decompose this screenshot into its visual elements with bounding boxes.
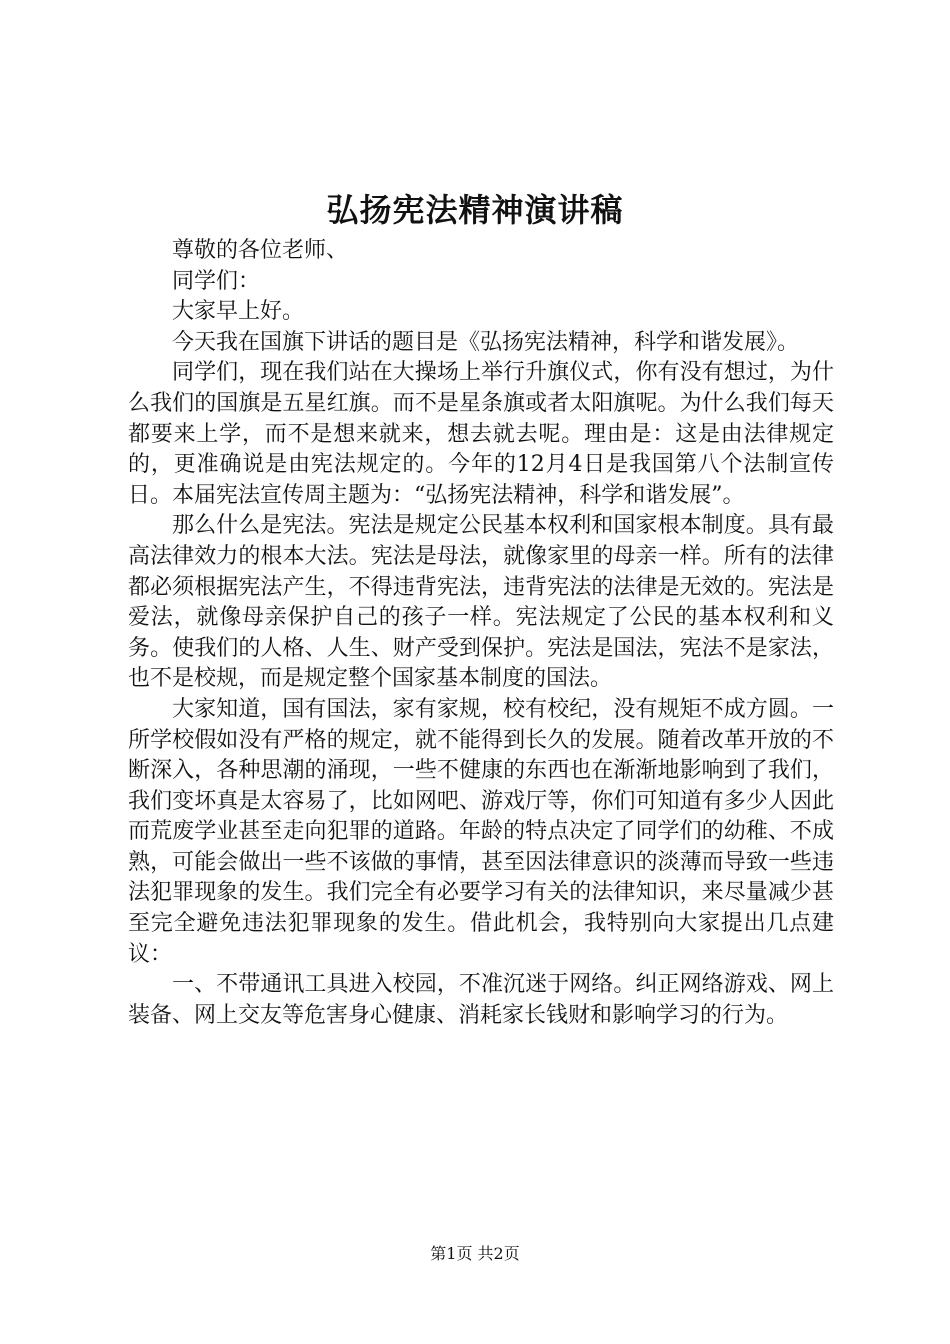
salutation-line-2: 同学们： bbox=[172, 268, 261, 294]
paragraph: 那么什么是宪法。宪法是规定公民基本权利和国家根本制度。具有最高法律效力的根本大法。宪法是母法，就像家里的母亲一样。所有的法律都必须根据宪法产生，不得违背宪法，违背宪法的法律是无效的。宪法是爱法，就像母亲保护自己的孩子一样。宪法规定了公民的基本权利和义务。使我们的人格、人生、财产受到保护。宪法是国法，宪法不是家法，也不是校规，而是规定整个国家基本制度的国法。 bbox=[128, 513, 834, 692]
greeting: 大家早上好。 bbox=[172, 299, 305, 325]
paragraph: 同学们，现在我们站在大操场上举行升旗仪式，你有没有想过，为什么我们的国旗是五星红旗。而不是星条旗或者太阳旗呢。为什么我们每天都要来上学，而不是想来就来，想去就去呢。理由是：这是由法律规定的，更准确说是由宪法规定的。今年的12月4日是我国第八个法制宣传日。本届宪法宣传周主题为：“弘扬宪法精神，科学和谐发展”。 bbox=[128, 360, 834, 508]
paragraph: 今天我在国旗下讲话的题目是《弘扬宪法精神，科学和谐发展》。 bbox=[172, 329, 800, 355]
document-body bbox=[128, 236, 834, 1031]
paragraph: 大家知道，国有国法，家有家规，校有校纪，没有规矩不成方圆。一所学校假如没有严格的规定，就不能得到长久的发展。随着改革开放的不断深入，各种思潮的涌现，一些不健康的东西也在渐渐地影响到了我们，我们变坏真是太容易了，比如网吧、游戏厅等，你们可知道有多少人因此而荒废学业甚至走向犯罪的道路。年龄的特点决定了同学们的幼稚、不成熟，可能会做出一些不该做的事情，甚至因法律意识的淡薄而导致一些违法犯罪现象的发生。我们完全有必要学习有关的法律知识，来尽量减少甚至完全避免违法犯罪现象的发生。借此机会，我特别向大家提出几点建议： bbox=[128, 696, 834, 967]
page-footer: 第1页 共2页 bbox=[430, 1244, 520, 1263]
document-title: 弘扬宪法精神演讲稿 bbox=[326, 191, 624, 229]
salutation-line-1: 尊敬的各位老师、 bbox=[172, 238, 349, 263]
paragraph: 一、不带通讯工具进入校园，不准沉迷于网络。纠正网络游戏、网上装备、网上交友等危害身心健康、消耗家长钱财和影响学习的行为。 bbox=[128, 972, 834, 1028]
